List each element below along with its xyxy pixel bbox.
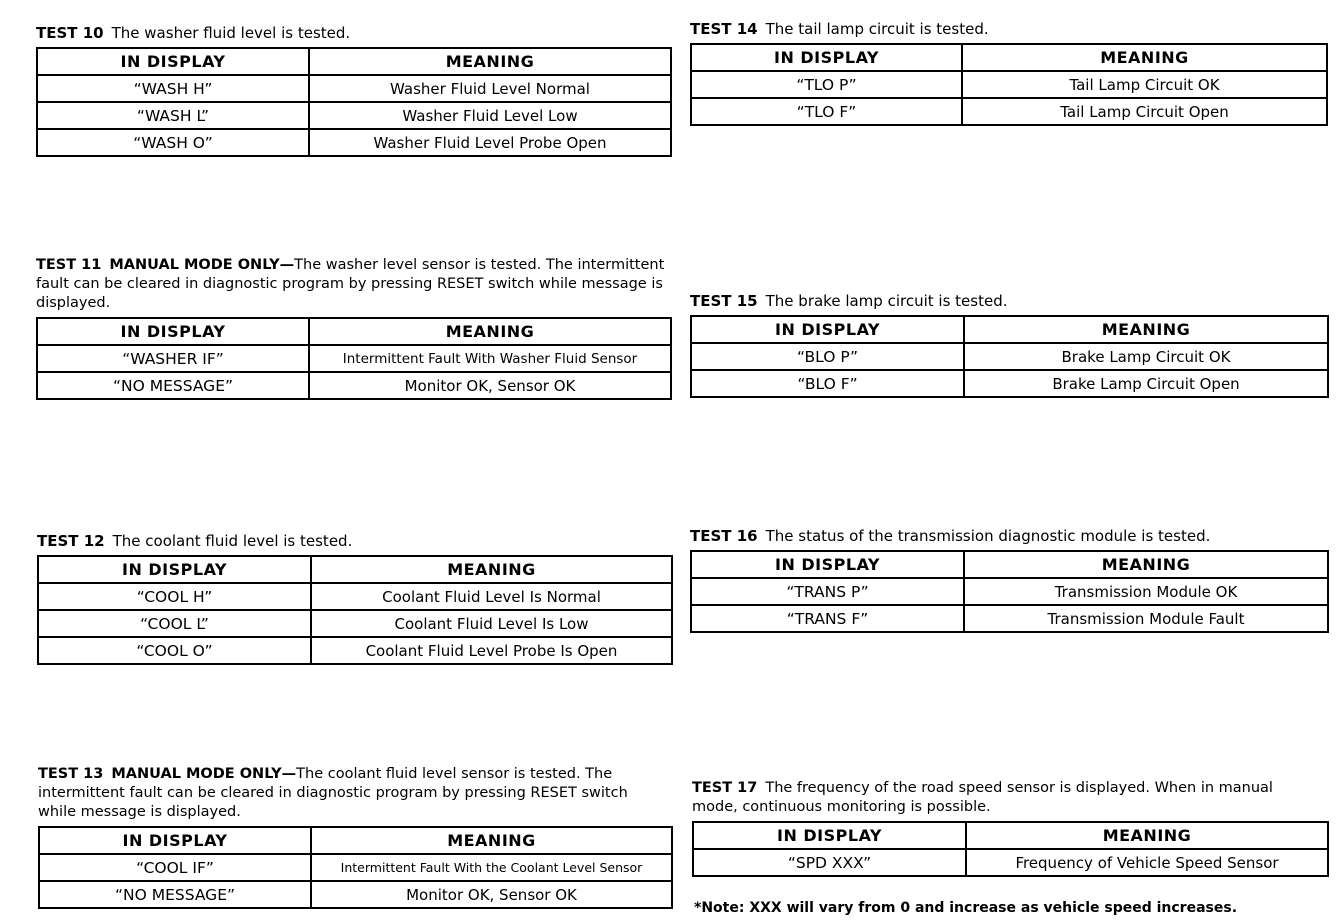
meaning-cell: Tail Lamp Circuit Open xyxy=(962,98,1327,125)
table-header-row xyxy=(37,318,671,345)
table-row xyxy=(39,881,672,908)
display-cell: “TRANS F” xyxy=(691,605,964,632)
meaning-cell: Intermittent Fault With the Coolant Level Sensor xyxy=(311,854,672,881)
meaning-cell: Washer Fluid Level Low xyxy=(309,102,671,129)
test-16-section xyxy=(690,527,1329,633)
table-row xyxy=(691,343,1328,370)
test-10-table xyxy=(36,47,672,157)
display-cell: “BLO F” xyxy=(691,370,964,397)
test-17-table xyxy=(692,821,1329,877)
test-17-description: The frequency of the road speed sensor is displayed. When in manual mode, continuous monitoring is possible. xyxy=(692,780,1273,815)
display-cell: “NO MESSAGE” xyxy=(37,372,309,399)
test-14-table xyxy=(690,43,1328,126)
test-16-table xyxy=(690,550,1329,633)
test-14-label: TEST 14 xyxy=(690,20,758,38)
meaning-header: MEANING xyxy=(311,556,672,583)
test-13-section xyxy=(38,765,673,909)
table-row xyxy=(691,605,1328,632)
in-display-header: IN DISPLAY xyxy=(693,822,966,849)
meaning-cell: Brake Lamp Circuit Open xyxy=(964,370,1328,397)
meaning-header: MEANING xyxy=(309,318,671,345)
test-11-description: The washer level sensor is tested. The intermittent fault can be cleared in diagnostic program by pressing RESET switch while message is displayed. xyxy=(36,257,665,311)
meaning-header: MEANING xyxy=(966,822,1328,849)
test-14-title xyxy=(690,20,1328,39)
table-header-row xyxy=(38,556,672,583)
test-13-description: The coolant fluid level sensor is tested. The intermittent fault can be cleared in diagnostic program by pressing RESET switch while message is displayed. xyxy=(38,766,628,820)
display-cell: “COOL H” xyxy=(38,583,311,610)
meaning-cell: Coolant Fluid Level Is Normal xyxy=(311,583,672,610)
table-row xyxy=(37,345,671,372)
in-display-header: IN DISPLAY xyxy=(38,556,311,583)
test-12-section xyxy=(37,532,673,665)
in-display-header: IN DISPLAY xyxy=(691,551,964,578)
meaning-cell: Washer Fluid Level Probe Open xyxy=(309,129,671,156)
in-display-header: IN DISPLAY xyxy=(691,44,962,71)
table-header-row xyxy=(37,48,671,75)
test-10-description: The washer fluid level is tested. xyxy=(111,24,351,42)
in-display-header: IN DISPLAY xyxy=(37,48,309,75)
table-row xyxy=(37,75,671,102)
test-17-note: *Note: XXX will vary from 0 and increase as vehicle speed increases. xyxy=(694,900,1238,916)
test-11-title xyxy=(36,256,666,313)
meaning-cell: Monitor OK, Sensor OK xyxy=(309,372,671,399)
in-display-header: IN DISPLAY xyxy=(37,318,309,345)
in-display-header: IN DISPLAY xyxy=(39,827,311,854)
meaning-cell: Intermittent Fault With Washer Fluid Sensor xyxy=(309,345,671,372)
meaning-cell: Tail Lamp Circuit OK xyxy=(962,71,1327,98)
table-header-row xyxy=(693,822,1328,849)
display-cell: “NO MESSAGE” xyxy=(39,881,311,908)
table-row xyxy=(38,610,672,637)
table-row xyxy=(693,849,1328,876)
test-12-table xyxy=(37,555,673,665)
meaning-cell: Transmission Module Fault xyxy=(964,605,1328,632)
test-16-label: TEST 16 xyxy=(690,527,758,545)
meaning-header: MEANING xyxy=(964,316,1328,343)
table-header-row xyxy=(691,44,1327,71)
display-cell: “WASH L” xyxy=(37,102,309,129)
meaning-header: MEANING xyxy=(964,551,1328,578)
meaning-cell: Washer Fluid Level Normal xyxy=(309,75,671,102)
test-10-title xyxy=(36,24,672,43)
meaning-header: MEANING xyxy=(962,44,1327,71)
test-15-label: TEST 15 xyxy=(690,292,758,310)
test-10-section xyxy=(36,24,672,157)
meaning-cell: Coolant Fluid Level Probe Is Open xyxy=(311,637,672,664)
display-cell: “WASH O” xyxy=(37,129,309,156)
display-cell: “TLO F” xyxy=(691,98,962,125)
test-13-table xyxy=(38,826,673,909)
table-row xyxy=(37,129,671,156)
table-row xyxy=(691,71,1327,98)
in-display-header: IN DISPLAY xyxy=(691,316,964,343)
test-12-description: The coolant fluid level is tested. xyxy=(112,532,353,550)
test-13-mode: MANUAL MODE ONLY— xyxy=(111,766,297,782)
display-cell: “COOL IF” xyxy=(39,854,311,881)
test-13-title xyxy=(38,765,653,822)
table-row xyxy=(691,98,1327,125)
display-cell: “SPD XXX” xyxy=(693,849,966,876)
test-16-title xyxy=(690,527,1329,546)
test-11-mode: MANUAL MODE ONLY— xyxy=(109,257,295,273)
test-11-label: TEST 11 xyxy=(36,257,102,273)
test-17-title xyxy=(692,779,1322,817)
test-15-title xyxy=(690,292,1329,311)
display-cell: “COOL O” xyxy=(38,637,311,664)
display-cell: “WASH H” xyxy=(37,75,309,102)
test-12-label: TEST 12 xyxy=(37,532,105,550)
test-11-table xyxy=(36,317,672,400)
table-row xyxy=(691,578,1328,605)
table-header-row xyxy=(691,551,1328,578)
test-17-label: TEST 17 xyxy=(692,780,758,796)
table-row xyxy=(38,637,672,664)
meaning-header: MEANING xyxy=(311,827,672,854)
test-14-description: The tail lamp circuit is tested. xyxy=(765,20,989,38)
test-12-title xyxy=(37,532,673,551)
test-15-table xyxy=(690,315,1329,398)
test-15-description: The brake lamp circuit is tested. xyxy=(765,292,1008,310)
test-11-section xyxy=(36,256,672,400)
test-13-label: TEST 13 xyxy=(38,766,104,782)
table-header-row xyxy=(691,316,1328,343)
table-row xyxy=(38,583,672,610)
meaning-cell: Coolant Fluid Level Is Low xyxy=(311,610,672,637)
meaning-header: MEANING xyxy=(309,48,671,75)
test-10-label: TEST 10 xyxy=(36,24,104,42)
meaning-cell: Transmission Module OK xyxy=(964,578,1328,605)
test-15-section xyxy=(690,292,1329,398)
display-cell: “BLO P” xyxy=(691,343,964,370)
table-row xyxy=(691,370,1328,397)
table-row xyxy=(37,102,671,129)
test-14-section xyxy=(690,20,1328,126)
test-17-section xyxy=(692,779,1329,877)
table-row xyxy=(39,854,672,881)
display-cell: “COOL L” xyxy=(38,610,311,637)
display-cell: “TLO P” xyxy=(691,71,962,98)
table-row xyxy=(37,372,671,399)
display-cell: “WASHER IF” xyxy=(37,345,309,372)
test-16-description: The status of the transmission diagnostic module is tested. xyxy=(765,527,1211,545)
display-cell: “TRANS P” xyxy=(691,578,964,605)
meaning-cell: Frequency of Vehicle Speed Sensor xyxy=(966,849,1328,876)
table-header-row xyxy=(39,827,672,854)
meaning-cell: Monitor OK, Sensor OK xyxy=(311,881,672,908)
meaning-cell: Brake Lamp Circuit OK xyxy=(964,343,1328,370)
